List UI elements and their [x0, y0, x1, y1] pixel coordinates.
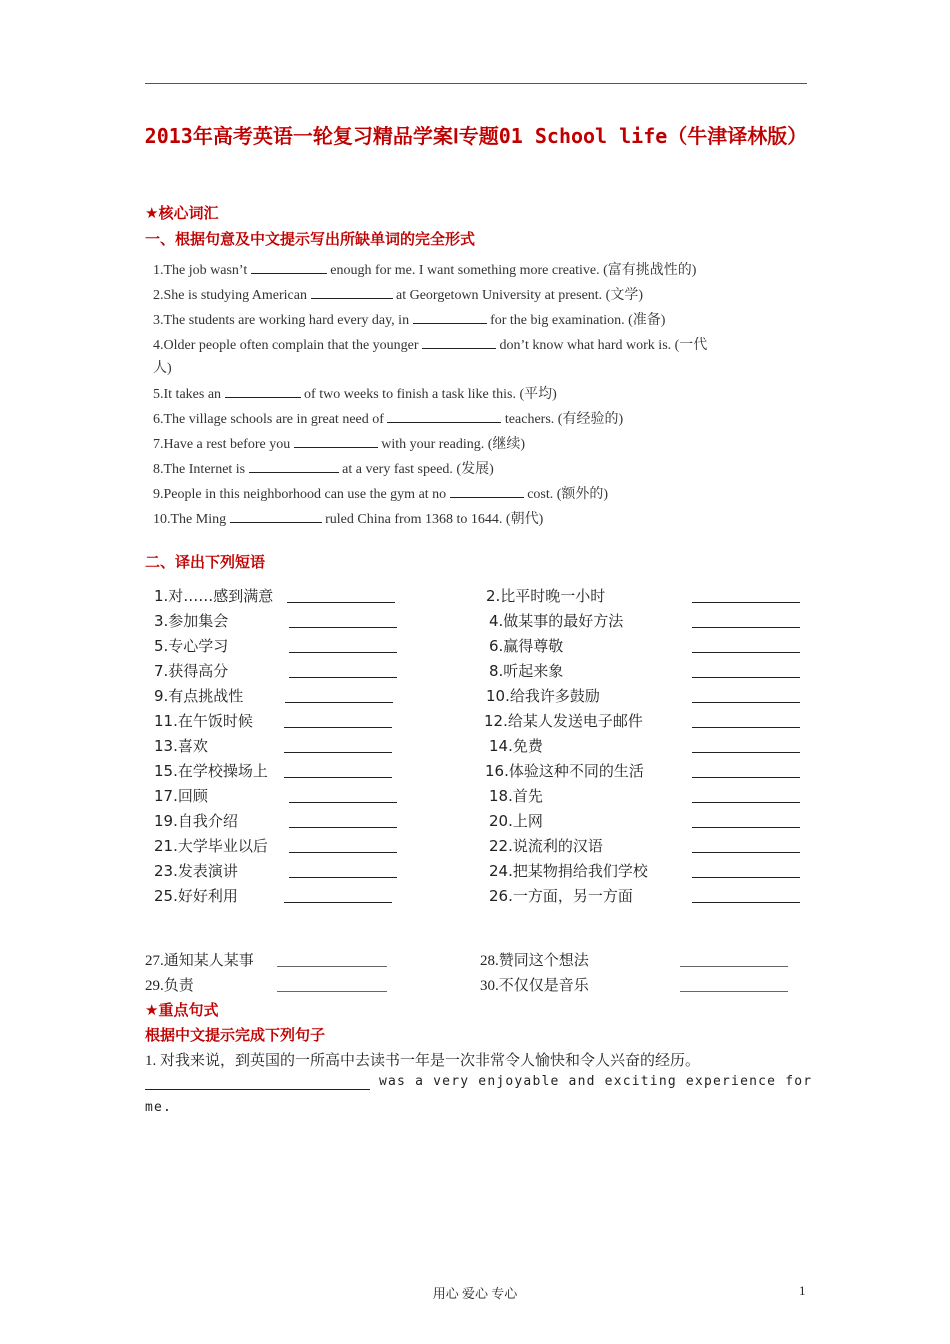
answer-blank[interactable]	[225, 385, 301, 398]
part1-item-8	[153, 458, 494, 478]
phrase-28: 28.赞同这个想法	[480, 953, 589, 969]
phrase-blank[interactable]	[284, 902, 392, 903]
phrase-left: 21.大学毕业以后	[154, 837, 268, 855]
phrase-right: 26.一方面，另一方面	[489, 887, 633, 905]
answer-blank[interactable]	[422, 336, 496, 349]
phrase-right: 24.把某物捐给我们学校	[489, 862, 648, 880]
page-number: 1	[799, 1283, 806, 1298]
phrase-blank[interactable]	[692, 652, 800, 653]
phrase-blank[interactable]	[289, 677, 397, 678]
phrase-blank[interactable]	[284, 752, 392, 753]
phrase-blank[interactable]	[277, 966, 387, 967]
item-text: don’t know what hard work is. (一代	[499, 338, 708, 353]
item-text: 7.Have a rest before you	[153, 437, 291, 452]
item-text: with your reading. (继续)	[381, 437, 526, 452]
item-text: at a very fast speed. (发展)	[342, 462, 494, 477]
item-text: 1.The job wasn’t	[153, 263, 248, 278]
part3-heading: 根据中文提示完成下列句子	[145, 1026, 326, 1044]
item-text: 8.The Internet is	[153, 462, 246, 477]
phrase-blank[interactable]	[289, 627, 397, 628]
phrase-right: 12.给某人发送电子邮件	[484, 712, 643, 730]
phrase-blank[interactable]	[692, 702, 800, 703]
phrase-left: 1.对……感到满意	[154, 587, 274, 605]
item-text: 3.The students are working hard every day, in	[153, 313, 410, 328]
phrase-blank[interactable]	[680, 966, 788, 967]
answer-blank[interactable]	[413, 311, 487, 324]
phrase-blank[interactable]	[692, 727, 800, 728]
phrase-left: 25.好好利用	[154, 887, 238, 905]
answer-blank[interactable]	[249, 460, 339, 473]
phrase-left: 9.有点挑战性	[154, 687, 244, 705]
phrase-right: 8.听起来象	[489, 662, 564, 680]
phrase-blank[interactable]	[289, 652, 397, 653]
part1-item-7	[153, 433, 525, 453]
item-text: 9.People in this neighborhood can use the gym at no	[153, 487, 447, 502]
phrase-blank[interactable]	[692, 877, 800, 878]
part1-item-9	[153, 483, 608, 503]
answer-blank[interactable]	[450, 485, 524, 498]
phrase-blank[interactable]	[692, 677, 800, 678]
item-text: teachers. (有经验的)	[504, 412, 624, 427]
part1-item-2	[153, 284, 643, 304]
phrase-blank[interactable]	[284, 727, 392, 728]
answer-blank[interactable]	[230, 510, 322, 523]
sentence-1-english: was a very enjoyable and exciting experience for	[379, 1074, 813, 1089]
phrase-left: 5.专心学习	[154, 637, 229, 655]
item-text: 4.Older people often complain that the younger	[153, 338, 419, 353]
phrase-right: 20.上网	[489, 812, 543, 830]
phrase-right: 18.首先	[489, 787, 543, 805]
phrase-left: 11.在午饭时候	[154, 712, 253, 730]
sentence-1-chinese: 1. 对我来说，到英国的一所高中去读书一年是一次非常令人愉快和令人兴奋的经历。	[145, 1053, 701, 1069]
item-text: 2.She is studying American	[153, 288, 307, 303]
item-text: 5.It takes an	[153, 387, 222, 402]
phrase-blank[interactable]	[277, 991, 387, 992]
part2-heading: 二、译出下列短语	[145, 553, 266, 571]
part1-item-1	[153, 259, 696, 279]
item-text: ruled China from 1368 to 1644. (朝代)	[325, 512, 544, 527]
phrase-left: 3.参加集会	[154, 612, 229, 630]
phrase-blank[interactable]	[289, 827, 397, 828]
section-core-vocab: ★核心词汇	[145, 204, 219, 222]
phrase-blank[interactable]	[289, 852, 397, 853]
phrase-right: 10.给我许多鼓励	[486, 687, 600, 705]
item-text: of two weeks to finish a task like this. (平均)	[304, 387, 557, 402]
sentence-1-english-cont: me.	[145, 1100, 173, 1115]
phrase-right: 16.体验这种不同的生活	[485, 762, 644, 780]
part1-item-5	[153, 383, 557, 403]
part1-item-6	[153, 408, 623, 428]
item-text: enough for me. I want something more creative. (富有挑战性的)	[330, 263, 697, 278]
part1-item-10	[153, 508, 543, 528]
phrase-blank[interactable]	[285, 702, 393, 703]
part1-heading: 一、根据句意及中文提示写出所缺单词的完全形式	[145, 230, 476, 248]
page-footer: 用心 爱心 专心	[432, 1286, 518, 1301]
phrase-left: 7.获得高分	[154, 662, 229, 680]
phrase-right: 4.做某事的最好方法	[489, 612, 624, 630]
phrase-right: 22.说流利的汉语	[489, 837, 603, 855]
phrase-right: 2.比平时晚一小时	[486, 587, 606, 605]
phrase-blank[interactable]	[692, 627, 800, 628]
item-text: cost. (额外的)	[527, 487, 609, 502]
phrase-blank[interactable]	[692, 777, 800, 778]
phrase-left: 13.喜欢	[154, 737, 208, 755]
sentence-1-blank[interactable]	[145, 1089, 370, 1090]
phrase-right: 14.免费	[489, 737, 543, 755]
phrase-blank[interactable]	[692, 852, 800, 853]
phrase-blank[interactable]	[284, 777, 392, 778]
item-text: 6.The village schools are in great need of	[153, 412, 384, 427]
answer-blank[interactable]	[387, 410, 501, 423]
phrase-blank[interactable]	[692, 902, 800, 903]
part1-item-3	[153, 309, 665, 329]
phrase-blank[interactable]	[289, 802, 397, 803]
phrase-blank[interactable]	[692, 802, 800, 803]
item-text: at Georgetown University at present. (文学)	[396, 288, 644, 303]
phrase-blank[interactable]	[289, 877, 397, 878]
phrase-blank[interactable]	[287, 602, 395, 603]
header-rule	[145, 83, 807, 84]
answer-blank[interactable]	[294, 435, 378, 448]
phrase-left: 17.回顾	[154, 787, 208, 805]
phrase-27: 27.通知某人某事	[145, 953, 254, 969]
answer-blank[interactable]	[251, 261, 327, 274]
phrase-left: 23.发表演讲	[154, 862, 238, 880]
phrase-30: 30.不仅仅是音乐	[480, 978, 589, 994]
phrase-blank[interactable]	[692, 827, 800, 828]
answer-blank[interactable]	[311, 286, 393, 299]
phrase-right: 6.赢得尊敬	[489, 637, 564, 655]
phrase-blank[interactable]	[692, 752, 800, 753]
phrase-blank[interactable]	[680, 991, 788, 992]
phrase-29: 29.负责	[145, 978, 194, 994]
part1-item-4-cont: 人)	[153, 361, 172, 376]
item-text: 10.The Ming	[153, 512, 227, 527]
document-title: 2013年高考英语一轮复习精品学案Ⅰ专题01 School life（牛津译林版）	[144, 124, 808, 148]
item-text: for the big examination. (准备)	[490, 313, 666, 328]
phrase-left: 19.自我介绍	[154, 812, 238, 830]
section-key-sentences: ★重点句式	[145, 1001, 219, 1019]
phrase-left: 15.在学校操场上	[154, 762, 268, 780]
part1-item-4	[153, 334, 707, 354]
phrase-blank[interactable]	[692, 602, 800, 603]
